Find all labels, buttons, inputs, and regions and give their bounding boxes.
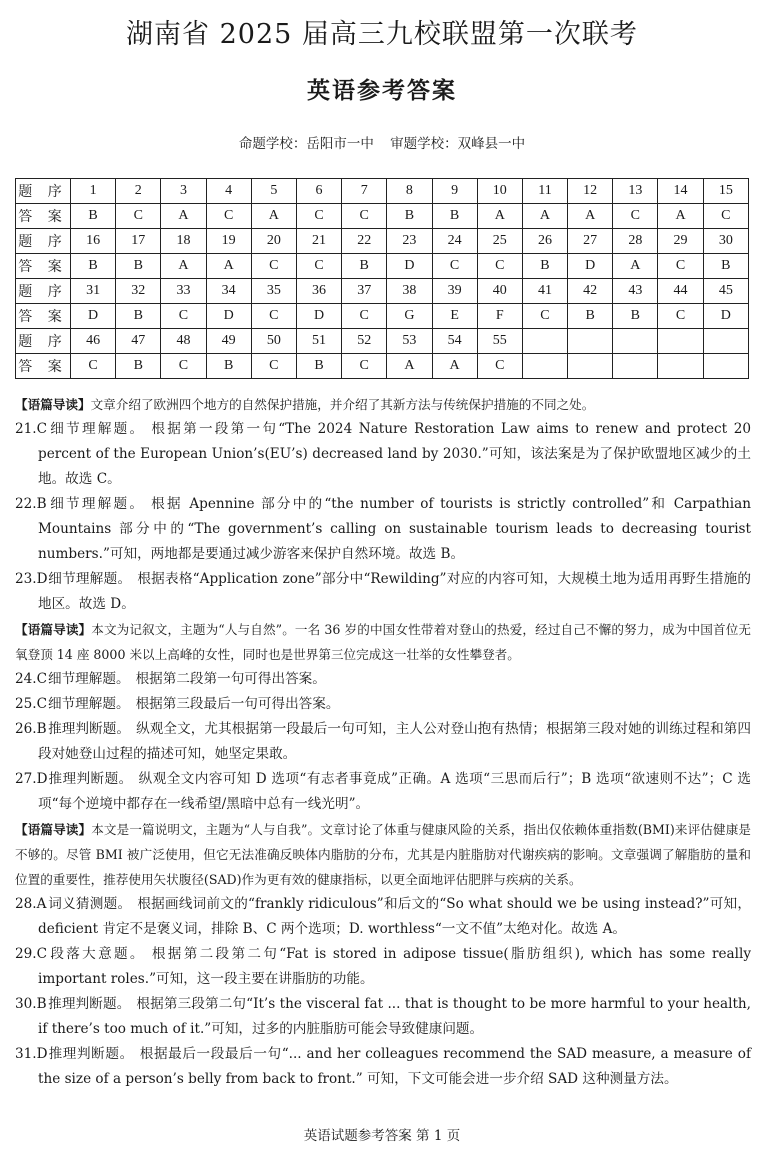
answer-cell: [703, 354, 748, 379]
passage-guide: [15, 617, 751, 667]
answer-cell: B: [71, 204, 116, 229]
guide-label: 【语篇导读】: [15, 397, 91, 412]
answer-explanation: [15, 667, 751, 692]
answer-cell: D: [71, 304, 116, 329]
question-number-cell: 28: [613, 229, 658, 254]
question-number-cell: 31: [71, 279, 116, 304]
item-text: 根据第一段第一句“The 2024 Nature Restoration Law aims to renew and protect 20 percent of the European Union’s(EU’s) decreased land by 2030.”可知，该法案是为了保护欧盟地区减少的土地。故选 C。: [38, 421, 751, 487]
question-number-cell: 17: [116, 229, 161, 254]
answer-cell: C: [658, 254, 703, 279]
guide-text: 本文为记叙文，主题为“人与自然”。一名 36 岁的中国女性带着对登山的热爱，经过自己不懈的努力，成为中国首位无氧登顶 14 座 8000 米以上高峰的女性，同时也是世界第三位完成这一壮举的女性攀登者。: [15, 622, 751, 662]
item-type: 细节理解题。: [48, 671, 130, 687]
item-number: 30.B: [15, 996, 47, 1012]
item-type: 细节理解题。: [48, 421, 146, 437]
item-type: 细节理解题。: [48, 696, 130, 712]
item-type: 推理判断题。: [48, 721, 131, 737]
answer-cell: A: [658, 204, 703, 229]
passage-guide: [15, 392, 751, 417]
answer-explanation: [15, 1042, 751, 1092]
answer-table-body: [16, 179, 749, 379]
answer-cell: D: [296, 304, 341, 329]
answer-table: [15, 178, 749, 379]
question-number-cell: 20: [251, 229, 296, 254]
question-number-cell: 32: [116, 279, 161, 304]
item-number: 25.C: [15, 696, 48, 712]
answer-cell: [658, 354, 703, 379]
page-footer: 英语试题参考答案 第 1 页: [303, 1128, 461, 1144]
answer-cell: F: [477, 304, 522, 329]
answer-cell: B: [342, 254, 387, 279]
item-type: 段落大意题。: [48, 946, 146, 962]
question-number-cell: 4: [206, 179, 251, 204]
answer-cell: A: [568, 204, 613, 229]
item-type: 词义猜测题。: [48, 896, 132, 912]
answer-explanation: [15, 717, 751, 767]
guide-label: 【语篇导读】: [15, 822, 92, 837]
answer-cell: B: [116, 254, 161, 279]
question-number-cell: 15: [703, 179, 748, 204]
school-info: [0, 132, 764, 152]
answer-explanation: [15, 992, 751, 1042]
question-number-cell: 27: [568, 229, 613, 254]
guide-label: 【语篇导读】: [15, 622, 92, 637]
row-label: 题 序: [16, 329, 71, 354]
answer-cell: B: [116, 304, 161, 329]
answer-row: [16, 254, 749, 279]
answer-row: [16, 354, 749, 379]
answer-cell: D: [568, 254, 613, 279]
answer-explanation: [15, 942, 751, 992]
answer-cell: D: [703, 304, 748, 329]
answer-cell: A: [161, 204, 206, 229]
question-number-cell: 46: [71, 329, 116, 354]
item-text: 根据第二段第二句“Fat is stored in adipose tissue(脂肪组织), which has some really important roles.”可知，这一段主要在讲脂肪的功能。: [38, 946, 751, 987]
answer-cell: C: [432, 254, 477, 279]
answer-cell: C: [296, 204, 341, 229]
answer-cell: G: [387, 304, 432, 329]
item-text: 纵观全文，尤其根据第一段最后一句可知，主人公对登山抱有热情；根据第三段对她的训练过程和第四段对她登山过程的描述可知，她坚定果敢。: [38, 721, 752, 762]
item-type: 推理判断题。: [48, 771, 133, 787]
answer-cell: A: [206, 254, 251, 279]
question-number-cell: 49: [206, 329, 251, 354]
question-number-cell: 10: [477, 179, 522, 204]
row-label: 答 案: [16, 304, 71, 329]
question-number-cell: 35: [251, 279, 296, 304]
proposer-school: 命题学校：岳阳市一中: [238, 136, 374, 152]
explanations: [15, 392, 751, 1092]
answer-cell: C: [613, 204, 658, 229]
question-number-cell: 39: [432, 279, 477, 304]
answer-cell: C: [342, 204, 387, 229]
answer-explanation: [15, 692, 751, 717]
answer-cell: C: [658, 304, 703, 329]
question-number-cell: 23: [387, 229, 432, 254]
answer-cell: A: [522, 204, 567, 229]
answer-row: [16, 304, 749, 329]
question-number-cell: 38: [387, 279, 432, 304]
answer-cell: B: [296, 354, 341, 379]
question-number-cell: [658, 329, 703, 354]
row-label: 题 序: [16, 229, 71, 254]
answer-cell: C: [296, 254, 341, 279]
row-label: 答 案: [16, 354, 71, 379]
answer-row: [16, 204, 749, 229]
question-number-cell: 53: [387, 329, 432, 354]
passage-guide: [15, 817, 751, 892]
question-number-cell: 37: [342, 279, 387, 304]
answer-cell: C: [206, 204, 251, 229]
answer-cell: A: [387, 354, 432, 379]
guide-text: 本文是一篇说明文，主题为“人与自我”。文章讨论了体重与健康风险的关系，指出仅依赖体重指数(BMI)来评估健康是不够的。尽管 BMI 被广泛使用，但它无法准确反映体内脂肪的分布，尤其是内脏脂肪对代谢疾病的影响。文章强调了解脂肪的量和位置的重要性，推荐使用矢状腹径(SAD)作为更有效的健康指标，以更全面地评估肥胖与疾病的关系。: [15, 822, 752, 887]
answer-cell: C: [477, 254, 522, 279]
question-number-row: [16, 179, 749, 204]
page-title: 湖南省 2025 届高三九校联盟第一次联考: [126, 19, 638, 50]
question-number-cell: 18: [161, 229, 206, 254]
item-text: 根据画线词前文的“frankly ridiculous”和后文的“So what should we be using instead?”可知，deficient 肯定不是褒义词，排除 B、C 两个选项；D. worthless“一文不值”太绝对化。故选 A。: [38, 896, 751, 937]
answer-cell: B: [116, 354, 161, 379]
item-number: 23.D: [15, 571, 48, 587]
question-number-cell: 30: [703, 229, 748, 254]
answer-cell: B: [522, 254, 567, 279]
answer-cell: C: [477, 354, 522, 379]
question-number-cell: 45: [703, 279, 748, 304]
question-number-cell: 19: [206, 229, 251, 254]
question-number-cell: [568, 329, 613, 354]
answer-cell: C: [703, 204, 748, 229]
item-number: 29.C: [15, 946, 48, 962]
answer-cell: D: [206, 304, 251, 329]
item-text: 根据表格“Application zone”部分中“Rewilding”对应的内容可知，大规模土地为适用再野生措施的地区。故选 D。: [38, 571, 752, 612]
question-number-cell: 5: [251, 179, 296, 204]
question-number-cell: 8: [387, 179, 432, 204]
question-number-row: [16, 229, 749, 254]
question-number-cell: 34: [206, 279, 251, 304]
answer-cell: B: [703, 254, 748, 279]
answer-cell: C: [71, 354, 116, 379]
answer-cell: [613, 354, 658, 379]
question-number-cell: 42: [568, 279, 613, 304]
row-label: 题 序: [16, 279, 71, 304]
item-text: 根据第二段第一句可得出答案。: [135, 671, 326, 687]
item-number: 24.C: [15, 671, 48, 687]
question-number-cell: 52: [342, 329, 387, 354]
question-number-cell: 43: [613, 279, 658, 304]
question-number-cell: 26: [522, 229, 567, 254]
question-number-cell: 40: [477, 279, 522, 304]
answer-cell: A: [432, 354, 477, 379]
item-number: 21.C: [15, 421, 48, 437]
question-number-cell: 6: [296, 179, 341, 204]
item-type: 细节理解题。: [48, 571, 132, 587]
question-number-row: [16, 329, 749, 354]
item-number: 26.B: [15, 721, 47, 737]
item-number: 27.D: [15, 771, 48, 787]
item-number: 22.B: [15, 496, 47, 512]
item-text: 根据第三段最后一句可得出答案。: [135, 696, 340, 712]
row-label: 答 案: [16, 204, 71, 229]
question-number-cell: 54: [432, 329, 477, 354]
answer-cell: A: [613, 254, 658, 279]
item-type: 推理判断题。: [48, 1046, 134, 1062]
page-subtitle: 英语参考答案: [307, 77, 457, 104]
reviewer-school: 审题学校：双峰县一中: [390, 136, 526, 152]
answer-cell: D: [387, 254, 432, 279]
question-number-cell: 50: [251, 329, 296, 354]
question-number-cell: 12: [568, 179, 613, 204]
answer-explanation: [15, 892, 751, 942]
answer-cell: [522, 354, 567, 379]
question-number-cell: 7: [342, 179, 387, 204]
question-number-cell: 25: [477, 229, 522, 254]
answer-cell: B: [71, 254, 116, 279]
question-number-cell: 55: [477, 329, 522, 354]
answer-cell: A: [161, 254, 206, 279]
answer-cell: B: [387, 204, 432, 229]
question-number-cell: 16: [71, 229, 116, 254]
question-number-cell: 48: [161, 329, 206, 354]
answer-cell: C: [161, 354, 206, 379]
question-number-cell: 33: [161, 279, 206, 304]
answer-cell: C: [251, 254, 296, 279]
answer-cell: C: [342, 354, 387, 379]
question-number-cell: [613, 329, 658, 354]
answer-cell: C: [251, 304, 296, 329]
answer-cell: A: [251, 204, 296, 229]
question-number-cell: 14: [658, 179, 703, 204]
answer-cell: C: [342, 304, 387, 329]
guide-text: 文章介绍了欧洲四个地方的自然保护措施，并介绍了其新方法与传统保护措施的不同之处。: [90, 397, 595, 412]
question-number-cell: 21: [296, 229, 341, 254]
question-number-cell: 22: [342, 229, 387, 254]
answer-explanation: [15, 492, 751, 567]
answer-cell: B: [613, 304, 658, 329]
answer-cell: C: [251, 354, 296, 379]
answer-cell: A: [477, 204, 522, 229]
question-number-cell: 29: [658, 229, 703, 254]
question-number-cell: 3: [161, 179, 206, 204]
answer-cell: C: [161, 304, 206, 329]
question-number-cell: 13: [613, 179, 658, 204]
question-number-row: [16, 279, 749, 304]
question-number-cell: 9: [432, 179, 477, 204]
answer-cell: B: [432, 204, 477, 229]
question-number-cell: 44: [658, 279, 703, 304]
item-text: 根据最后一段最后一句“... and her colleagues recommend the SAD measure, a measure of the size of a person’s belly from back to front.” 可知，下文可能会进一步介绍 SAD 这种测量方法。: [38, 1046, 751, 1087]
answer-cell: B: [206, 354, 251, 379]
item-type: 细节理解题。: [48, 496, 146, 512]
item-number: 28.A: [15, 896, 47, 912]
item-text: 根据第三段第二句“It’s the visceral fat ... that is thought to be more harmful to your health, if there’s too much of it.”可知，过多的内脏脂肪可能会导致健康问题。: [38, 996, 751, 1037]
answer-cell: [568, 354, 613, 379]
question-number-cell: 2: [116, 179, 161, 204]
item-text: 根据 Apennine 部分中的“the number of tourists is strictly controlled”和 Carpathian Mountains 部分中的“The government’s calling on sustainable tourism leads to decreasing tourist numbers.”可知，两地都是要通过减少游客来保护自然环境。故选 B。: [38, 496, 751, 562]
answer-cell: C: [522, 304, 567, 329]
question-number-cell: 47: [116, 329, 161, 354]
row-label: 题 序: [16, 179, 71, 204]
answer-explanation: [15, 767, 751, 817]
item-text: 纵观全文内容可知 D 选项“有志者事竟成”正确。A 选项“三思而后行”；B 选项“欲速则不达”；C 选项“每个逆境中都存在一线希望/黑暗中总有一线光明”。: [38, 771, 751, 812]
question-number-cell: [703, 329, 748, 354]
answer-cell: B: [568, 304, 613, 329]
item-number: 31.D: [15, 1046, 48, 1062]
question-number-cell: 51: [296, 329, 341, 354]
question-number-cell: [522, 329, 567, 354]
question-number-cell: 1: [71, 179, 116, 204]
row-label: 答 案: [16, 254, 71, 279]
answer-cell: E: [432, 304, 477, 329]
item-type: 推理判断题。: [48, 996, 131, 1012]
question-number-cell: 24: [432, 229, 477, 254]
answer-cell: C: [116, 204, 161, 229]
question-number-cell: 11: [522, 179, 567, 204]
question-number-cell: 36: [296, 279, 341, 304]
answer-explanation: [15, 417, 751, 492]
question-number-cell: 41: [522, 279, 567, 304]
answer-explanation: [15, 567, 751, 617]
